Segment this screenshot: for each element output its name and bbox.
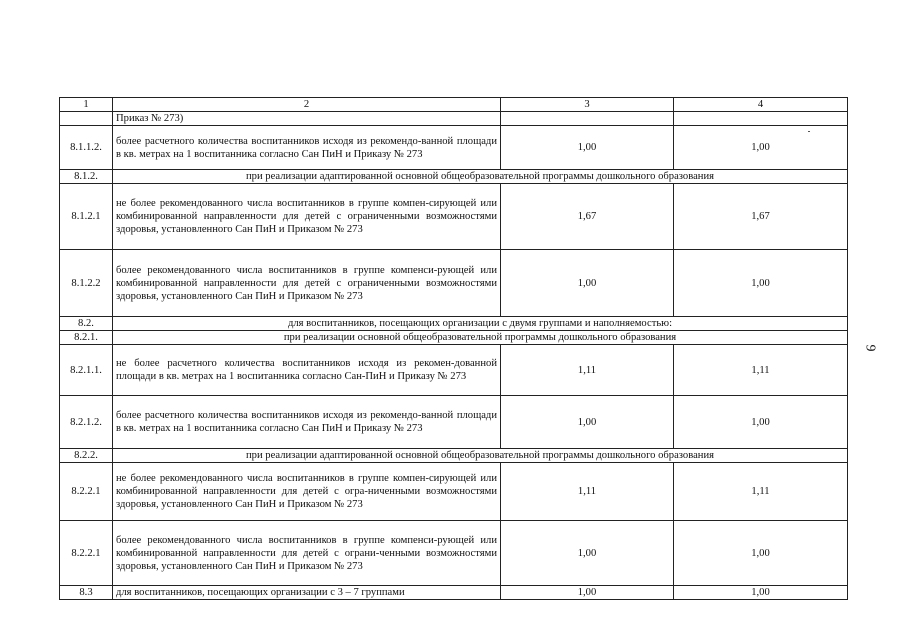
coefficient-col4: 1,11 [674, 463, 848, 521]
coefficient-col3: 1,00 [501, 250, 674, 317]
coefficient-col3: 1,00 [501, 521, 674, 586]
section-row [60, 331, 848, 345]
table-row [60, 184, 848, 250]
table-row [60, 396, 848, 449]
coefficient-col3: 1,67 [501, 184, 674, 250]
row-number: 8.3 [60, 586, 113, 600]
row-description: для воспитанников, посещающих организации с 3 – 7 группами [113, 586, 501, 600]
row-description: не более рекомендованного числа воспитанников в группе компен-сирующей или комбинированной направленности для детей с ограниченными возможностями здоровья, установленного Сан ПиН и Приказом № 273 [113, 184, 501, 250]
table-row [60, 521, 848, 586]
row-description: Приказ № 273) [113, 112, 501, 126]
table-row [60, 112, 848, 126]
row-number: 8.1.2.2 [60, 250, 113, 317]
coefficient-col4: 1,00 [674, 521, 848, 586]
section-row [60, 170, 848, 184]
coefficient-col3: 1,00 [501, 396, 674, 449]
document-page [59, 97, 847, 600]
coefficient-col4 [674, 112, 848, 126]
table-row [60, 586, 848, 600]
table-row [60, 250, 848, 317]
scan-mark [808, 131, 810, 132]
header-cell: 2 [113, 98, 501, 112]
row-number: 8.1.2.1 [60, 184, 113, 250]
row-description: более рекомендованного числа воспитанников в группе компенси-рующей или комбинированной направленности для детей с ограни-ченными возможностями здоровья, установленного Сан ПиН и Приказом № 273 [113, 521, 501, 586]
row-description: не более расчетного количества воспитанников исходя из рекомен-дованной площади в кв. метрах на 1 воспитанника согласно Сан-ПиН и Приказу № 273 [113, 345, 501, 396]
section-heading: для воспитанников, посещающих организации с двумя группами и наполняемостью: [113, 317, 848, 331]
table-row [60, 463, 848, 521]
section-heading: при реализации основной общеобразовательной программы дошкольного образования [113, 331, 848, 345]
coefficient-col4: 1,00 [674, 586, 848, 600]
section-row [60, 449, 848, 463]
coefficient-col4: 1,67 [674, 184, 848, 250]
row-number: 8.2. [60, 317, 113, 331]
row-number: 8.2.2. [60, 449, 113, 463]
row-description: более рекомендованного числа воспитанников в группе компенси-рующей или комбинированной направленности для детей с ограниченными возможностями здоровья, установленного Сан ПиН и Приказом № 273 [113, 250, 501, 317]
table-row [60, 126, 848, 170]
row-number: 8.2.1.1. [60, 345, 113, 396]
coefficient-col3: 1,00 [501, 126, 674, 170]
coefficient-col4: 1,11 [674, 345, 848, 396]
row-description: более расчетного количества воспитанников исходя из рекомендо-ванной площади в кв. метрах на 1 воспитанника согласно Сан ПиН и Приказу № 273 [113, 396, 501, 449]
page-number: 9 [862, 344, 878, 352]
row-description: более расчетного количества воспитанников исходя из рекомендо-ванной площади в кв. метрах на 1 воспитанника согласно Сан ПиН и Приказу № 273 [113, 126, 501, 170]
coefficient-col3 [501, 112, 674, 126]
header-cell: 1 [60, 98, 113, 112]
row-number: 8.2.1.2. [60, 396, 113, 449]
coefficient-col4: 1,00 [674, 396, 848, 449]
header-cell: 4 [674, 98, 848, 112]
section-heading: при реализации адаптированной основной общеобразовательной программы дошкольного образования [113, 170, 848, 184]
coefficient-col4: 1,00 [674, 250, 848, 317]
row-number: 8.1.2. [60, 170, 113, 184]
section-heading: при реализации адаптированной основной общеобразовательной программы дошкольного образования [113, 449, 848, 463]
coefficient-col3: 1,11 [501, 463, 674, 521]
table-header-row [60, 98, 848, 112]
row-number: 8.2.1. [60, 331, 113, 345]
coefficients-table [59, 97, 848, 600]
coefficient-col3: 1,11 [501, 345, 674, 396]
row-description: не более рекомендованного числа воспитанников в группе компен-сирующей или комбинированной направленности для детей с огра-ниченными возможностями здоровья, установленного Сан ПиН и Приказом № 273 [113, 463, 501, 521]
row-number: 8.2.2.1 [60, 463, 113, 521]
row-number: 8.1.1.2. [60, 126, 113, 170]
coefficient-col3: 1,00 [501, 586, 674, 600]
coefficient-col4: 1,00 [674, 126, 848, 170]
row-number [60, 112, 113, 126]
table-row [60, 345, 848, 396]
header-cell: 3 [501, 98, 674, 112]
row-number: 8.2.2.1 [60, 521, 113, 586]
section-row [60, 317, 848, 331]
